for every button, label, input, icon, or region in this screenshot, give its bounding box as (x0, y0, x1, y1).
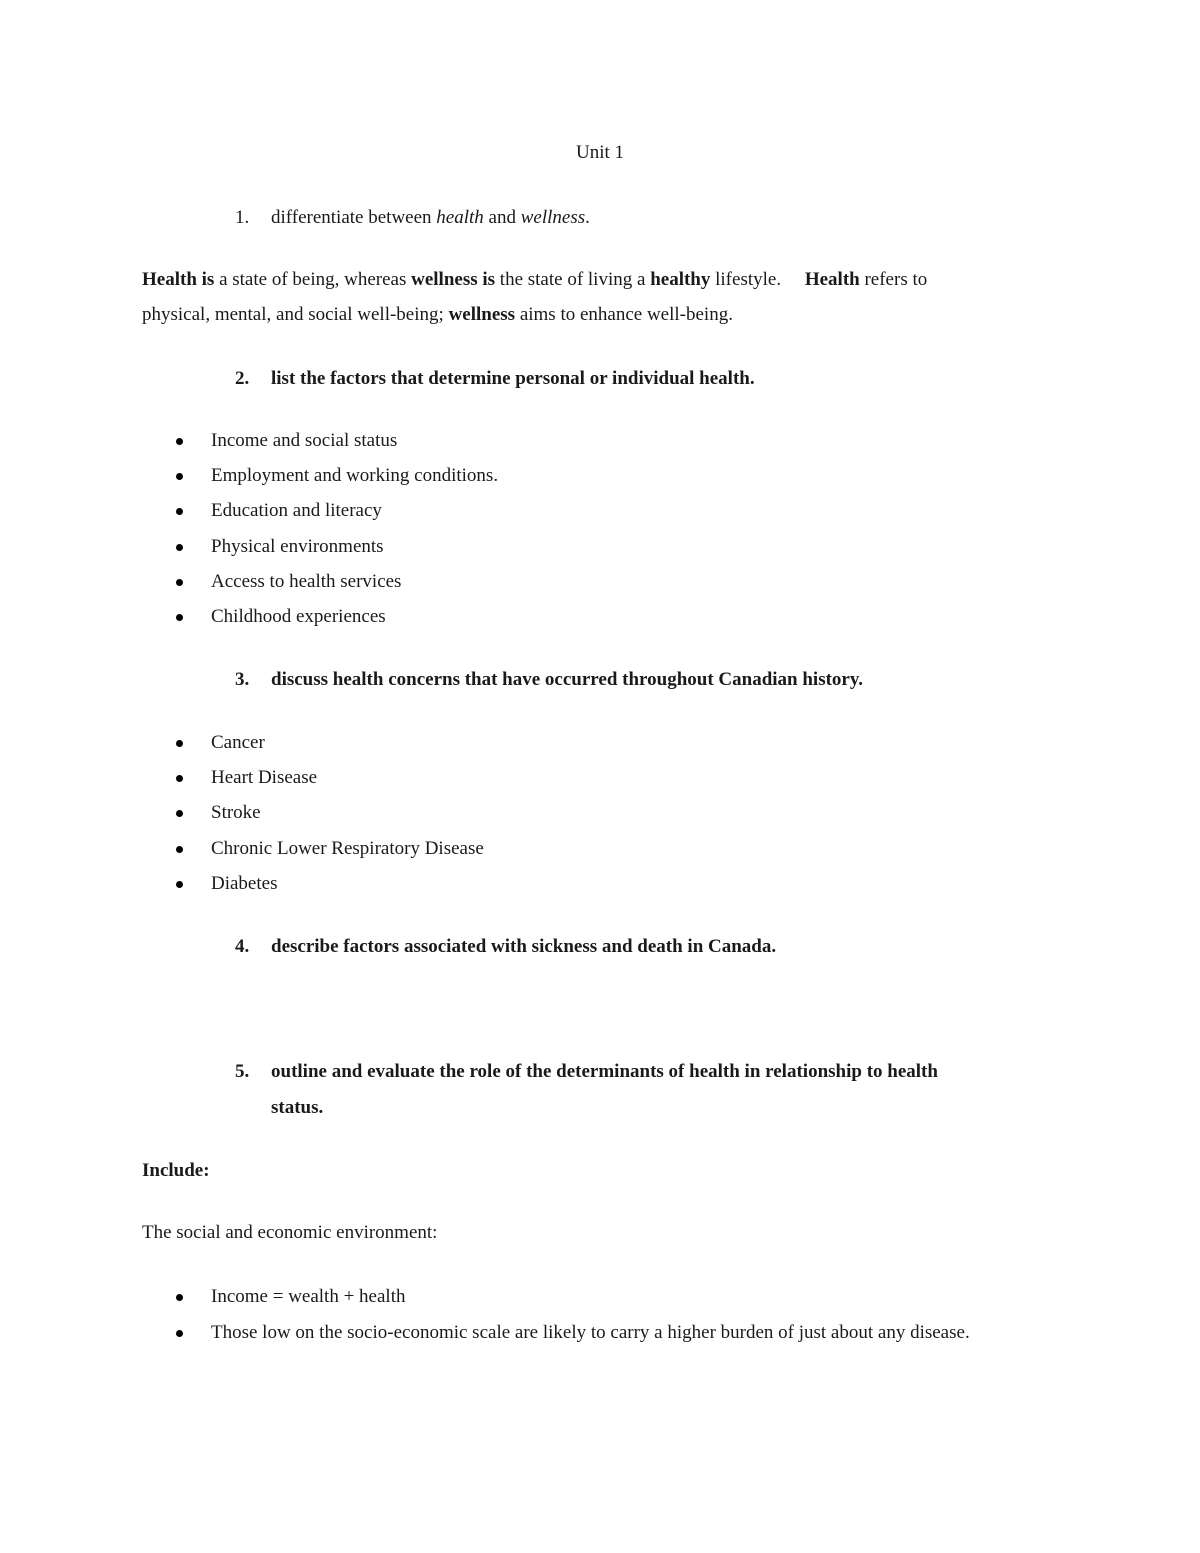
text-run: a state of being, whereas (214, 269, 412, 290)
answer-paragraph-line-1 (142, 270, 927, 289)
list-item: Income = wealth + health (211, 1286, 406, 1307)
bullet-icon (176, 508, 183, 515)
bullet-icon (176, 579, 183, 586)
text-run: refers to (859, 269, 928, 290)
list-item: Employment and working conditions. (211, 465, 499, 487)
question-number: 4. (235, 936, 250, 957)
list-item: Diabetes (211, 872, 278, 894)
text-run: lifestyle. (710, 269, 805, 290)
bullet-icon (176, 775, 183, 782)
answer-paragraph-line-2 (142, 305, 733, 324)
list-item: Chronic Lower Respiratory Disease (211, 837, 484, 859)
question-text: list the factors that determine personal or individual health. (271, 368, 755, 389)
question-text: differentiate between health and wellness. (271, 207, 590, 228)
list-item: Physical environments (211, 535, 384, 557)
bullet-icon (176, 614, 183, 621)
list-item: Income and social status (211, 430, 398, 451)
question-text-line-1: outline and evaluate the role of the determinants of health in relationship to health (271, 1061, 938, 1082)
bullet-icon (176, 881, 183, 888)
question-text: discuss health concerns that have occurred throughout Canadian history. (271, 669, 864, 690)
bullet-icon (176, 1294, 183, 1301)
question-number: 3. (235, 669, 250, 690)
bullet-icon (176, 544, 183, 551)
bullet-icon (176, 438, 183, 445)
bullet-icon (176, 810, 183, 817)
text-run: aims to enhance well-being. (515, 304, 733, 325)
page-title: Unit 1 (575, 142, 625, 163)
bullet-icon (176, 740, 183, 747)
list-item: Cancer (211, 732, 265, 753)
list-item: Education and literacy (211, 500, 382, 522)
list-item: Childhood experiences (211, 606, 386, 627)
bold-term: healthy (650, 269, 711, 290)
text-run: the state of living a (495, 269, 651, 290)
bullet-icon (176, 1330, 183, 1337)
list-item: Those low on the socio-economic scale are likely to carry a higher burden of just about any disease. (211, 1321, 970, 1343)
question-text-line-2: status. (271, 1097, 324, 1118)
list-item: Stroke (211, 802, 261, 824)
list-item: Heart Disease (211, 767, 318, 789)
question-number: 2. (235, 368, 250, 389)
question-number: 5. (235, 1061, 250, 1082)
bold-term: Health is (142, 269, 215, 290)
bold-term: wellness (448, 304, 516, 325)
list-item: Access to health services (211, 570, 402, 592)
bullet-icon (176, 846, 183, 853)
bold-term: wellness is (411, 269, 496, 290)
text-run: physical, mental, and social well-being; (142, 304, 449, 325)
social-environment-heading: The social and economic environment: (142, 1222, 438, 1243)
question-text: describe factors associated with sickness and death in Canada. (271, 936, 777, 957)
question-number: 1. (235, 207, 250, 228)
bold-term: Health (804, 269, 860, 290)
include-label: Include: (142, 1160, 210, 1181)
bullet-icon (176, 473, 183, 480)
